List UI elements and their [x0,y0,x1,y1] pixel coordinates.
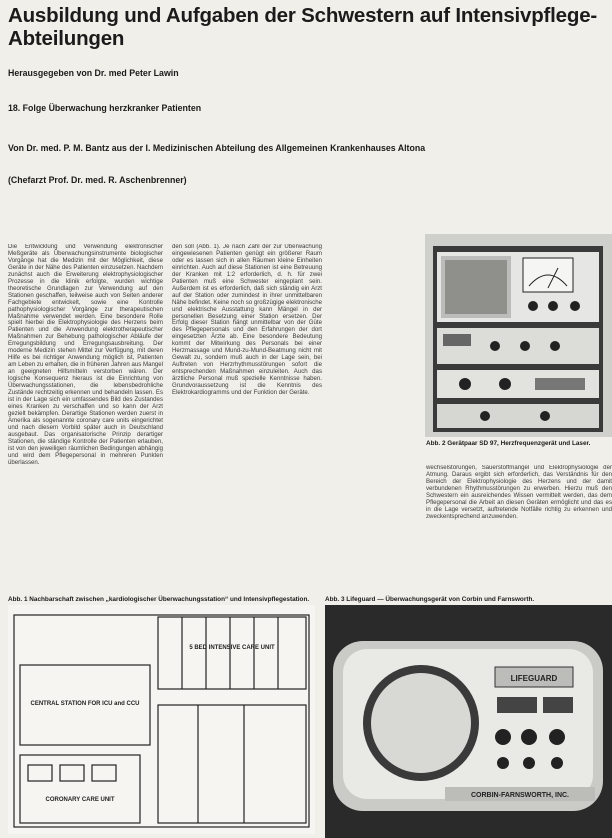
body-column-3 [426,465,612,595]
floor-plan-diagram [8,605,315,834]
body-column-2 [172,244,322,594]
chief-line: (Chefarzt Prof. Dr. med. R. Aschenbrenner) [8,175,187,185]
figure-2-caption: Abb. 2 Gerätpaar SD 97, Herzfrequenzgerät und Laser. [426,440,591,447]
body-text-col3: wechselstörungen, Sauerstoffmangel und Elektrophysiologie der Atmung. Daraus ergibt sich erforderlich, das Verständnis für den Bereich der Elektrophysiologie des Herzens und der damit verbundenen Rhythmusstörungen zu erwerben. Hierzu muß den Schwestern ein ausreichendes Wissen vermittelt werden, das dem Pflegepersonal die Arbeit an diesen Geräten ermöglicht und das es in die Lage versetzt, auftretende Notfälle richtig zu erkennen und zweckentsprechend anzuwenden. [426,465,612,520]
device-brand-label: LIFEGUARD [510,674,558,683]
editor-line: Herausgegeben von Dr. med Peter Lawin [8,68,179,78]
article-title: Ausbildung und Aufgaben der Schwestern auf Intensivpflege-Abteilungen [8,4,598,50]
lifeguard-device-photo [325,605,612,838]
figure-1-caption: Abb. 1 Nachbarschaft zwischen „kardiologischer Überwachungsstation“ und Intensivpflegestation. [8,596,310,603]
body-text-col1: Die Entwicklung und Verwendung elektronischer Meßgeräte als Überwachungsinstrumente biologischer Vorgänge hat die Medizin mit der Möglichkeit, diese Geräte in der Nähe des Patienten einzusetzen. Nachdem zunächst auch die Erweiterung elektrophysiologischer Prozesse in die klinik erfolgte, wurden wichtige theoretische Grundlagen zur Verwendung auf den Stationen geschaffen, teilweise auch von Seiten anderer Fachgebiete entwickelt, sowie eine Kontrolle pathophysiologischer Vorgänge zur therapeutischen Maßnahme verwendet werden. Eine besondere Rolle spielt hierbei die Elektrophysiologie des Herzens beim Patienten und die Anwendung elektrotherapeutischer Maßnahmen zur Behebung pathologischer Abläufe der Erregungsbildung und Erregungsausbreitung. Der moderne Medizin stehen Mittel zur Verfügung, mit deren Hilfe es bei richtiger Anwendung möglich ist, Patienten am Leben zu erhalten, die in früheren Jahren aus Mangel an geeigneten Hilfsmitteln verstorben wären. Der logische Konsequenz hieraus ist die Einrichtung von Überwachungsstationen, die lebensbedrohliche Zustände rechtzeitig erkennen und behandeln lassen. Es ist in der Lage sich ein umfassendes Bild des Zustandes eines Kranken zu verschaffen und so kann der Arzt gezielt bekämpfen. Derartige Stationen werden zuerst in Amerika als sogenannte coronary care units eingerichtet und nach diesem Vorbild später auch in Deutschland ausgebaut. Das organisatorische Prinzip derartiger Stationen, die ständige Kontrolle der Patienten erlauben, ist von den jeweiligen räumlichen Bedingungen abhängig und wird dem Pflegepersonal in mehreren Punkten überlassen. [8,244,163,466]
figure-3-caption: Abb. 3 Lifeguard — Überwachungsgerät von Corbin und Farnsworth. [325,596,535,603]
plan-ward-label: 5 BED INTENSIVE CARE UNIT [189,645,275,651]
author-line: Von Dr. med. P. M. Bantz aus der I. Medizinischen Abteilung des Allgemeinen Krankenhauses Altona [8,143,426,153]
body-text-col2: den soll (Abb. 1). Je nach Zahl der zur Überwachung eingewiesenen Patienten genügt ein größerer Raum oder es lassen sich in allen Räumen kleine Einheiten einrichten. Auch auf diese Stationen ist eine Betreuung der Kranken mit 1:2 erforderlich, d. h. für zwei Patienten muß eine Schwester eingeplant sein. Außerdem ist es erforderlich, daß sich ständig ein Arzt auf der Station oder zumindest in ihrer unmittelbaren Nähe befindet. Keine noch so großzügige elektronische und elektrische Ausstattung kann Mängel in der personellen Besetzung einer Station ersetzen. Der Erfolg dieser Station hängt unmittelbar von der Güte des Pflegepersonals und den Erfahrungen der dort eingesetzten Ärzte ab. Eine besondere Bedeutung kommt der Mitwirkung des Personals bei einer Herzmassage und Mund-zu-Mund-Beatmung nicht mit Gewalt zu, sondern muß auch in der Lage sein, bei Auftreten von Herzrhythmusstörungen sofort die entsprechenden Maßnahmen einzuleiten. Auch das ärztliche Personal muß spezielle Kenntnisse haben. Grundvoraussetzung ist die Kenntnis des Elektrokardiogramms und der Funktion der Geräte. [172,244,322,397]
device-manufacturer-label: CORBIN-FARNSWORTH, INC. [471,792,569,799]
plan-central-station-label: CENTRAL STATION FOR ICU and CCU [30,701,140,707]
body-column-1 [8,244,163,594]
plan-ccu-label: CORONARY CARE UNIT [45,797,115,803]
monitor-rack-photo [425,234,612,437]
series-line: 18. Folge Überwachung herzkranker Patienten [8,103,202,113]
